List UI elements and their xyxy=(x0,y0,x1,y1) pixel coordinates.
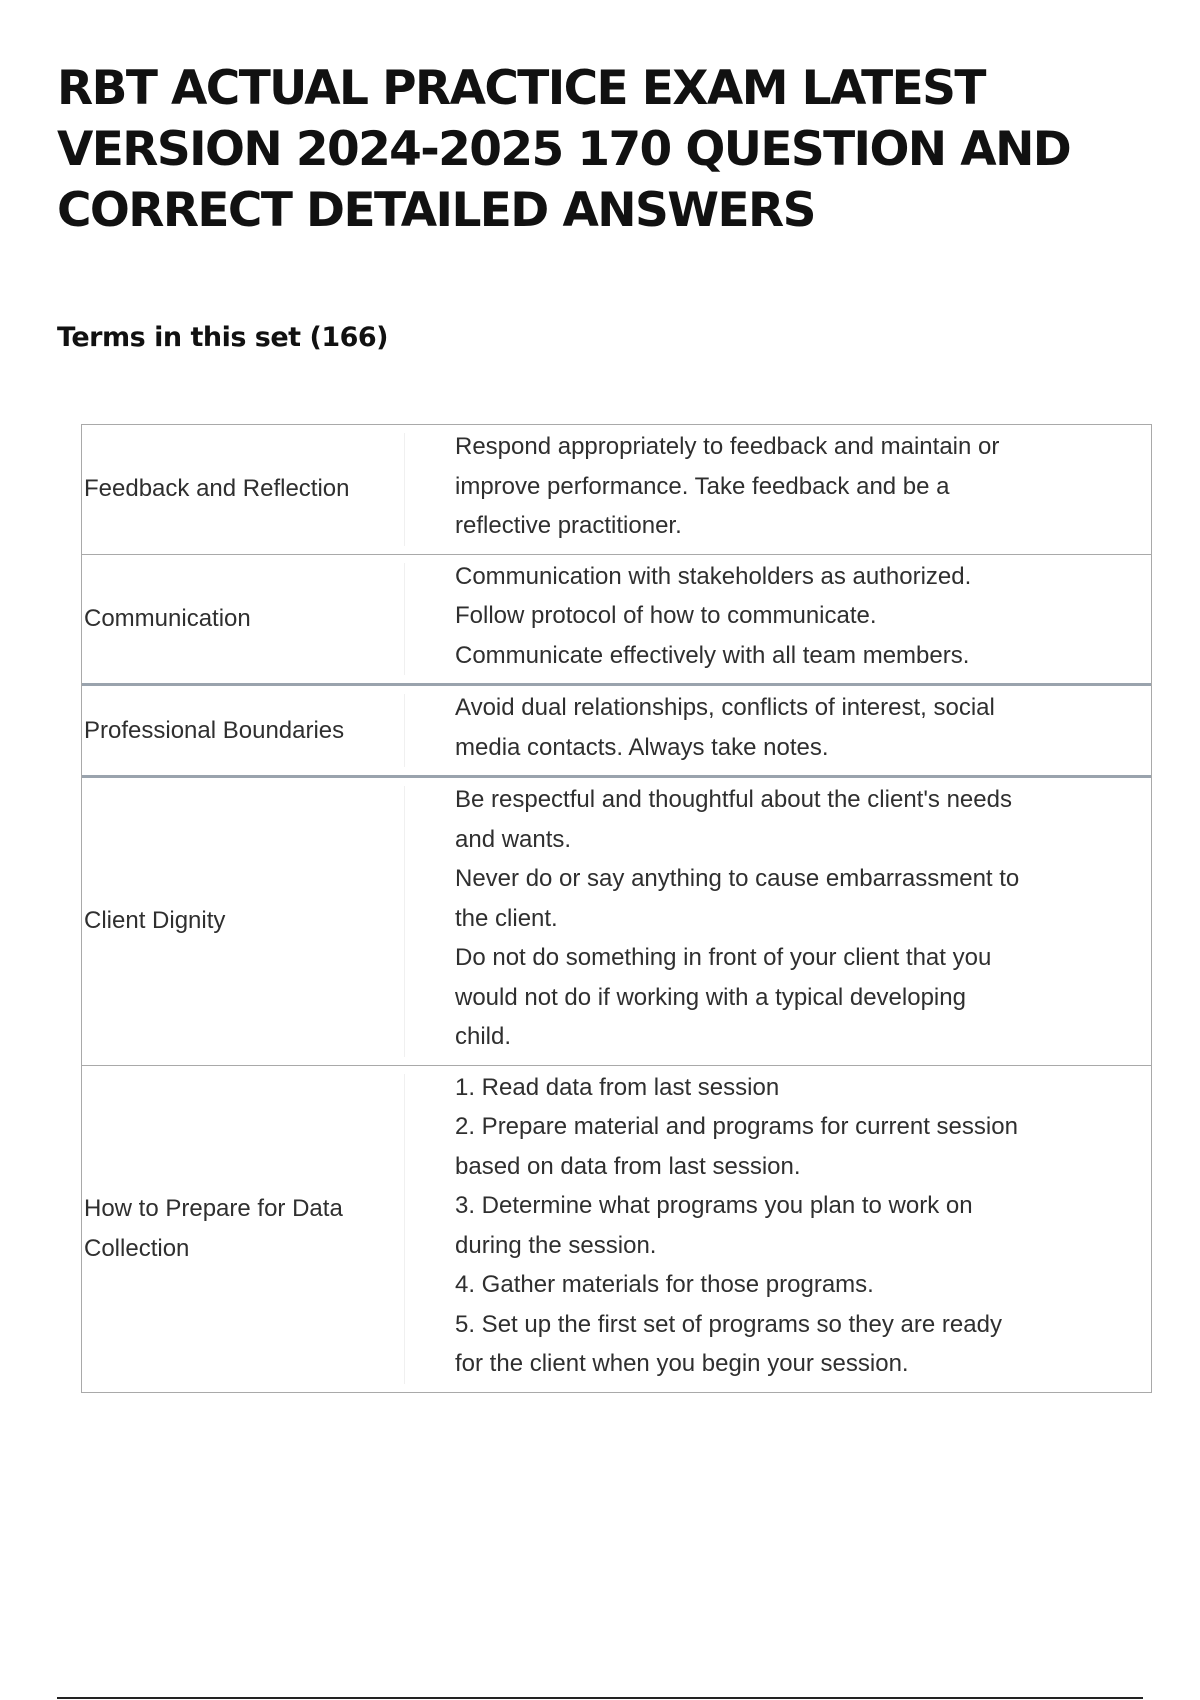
definition-line: Avoid dual relationships, conflicts of interest, social xyxy=(455,694,995,721)
term-definition xyxy=(405,686,1151,775)
definition-line: based on data from last session. xyxy=(455,1152,801,1180)
definition-line: Communicate effectively with all team members. xyxy=(455,641,970,669)
term-label: Communication xyxy=(82,563,405,676)
definition-line: during the session. xyxy=(455,1231,657,1259)
term-definition xyxy=(405,1066,1151,1392)
definition-line: the client. xyxy=(455,904,558,932)
terms-count-heading: Terms in this set (166) xyxy=(57,322,389,353)
definition-line: Never do or say anything to cause embarrassment to xyxy=(455,865,1020,892)
document-title: RBT ACTUAL PRACTICE EXAM LATEST VERSION 2024-2025 170 QUESTION AND CORRECT DETAILED ANSWERS xyxy=(57,61,1071,238)
definition-line: Communication with stakeholders as authorized. xyxy=(455,562,972,590)
definition-line: Be respectful and thoughtful about the client's needs xyxy=(455,786,1012,813)
definition-line: 2. Prepare material and programs for current session xyxy=(455,1113,1018,1140)
term-label: Client Dignity xyxy=(82,786,405,1057)
definition-line: 3. Determine what programs you plan to work on xyxy=(455,1192,973,1219)
definition-line: and wants. xyxy=(455,825,572,853)
definition-line: reflective practitioner. xyxy=(455,512,682,539)
definition-line: for the client when you begin your session. xyxy=(455,1350,909,1377)
term-label: Professional Boundaries xyxy=(82,694,405,767)
term-row xyxy=(82,778,1151,1066)
term-row xyxy=(82,686,1151,778)
page-bottom-divider xyxy=(57,1697,1143,1699)
definition-line: media contacts. Always take notes. xyxy=(455,733,829,761)
term-label: How to Prepare for Data Collection xyxy=(82,1074,405,1384)
term-row xyxy=(82,425,1151,555)
term-row xyxy=(82,555,1151,687)
definition-line: improve performance. Take feedback and be a xyxy=(455,472,950,500)
definition-line: Follow protocol of how to communicate. xyxy=(455,602,877,629)
term-definition xyxy=(405,425,1151,554)
definition-line: 5. Set up the first set of programs so they are ready xyxy=(455,1310,1002,1338)
definition-line: Do not do something in front of your client that you xyxy=(455,944,992,971)
term-definition xyxy=(405,778,1151,1065)
definition-line: child. xyxy=(455,1023,512,1050)
term-definition xyxy=(405,555,1151,684)
term-label: Feedback and Reflection xyxy=(82,433,405,546)
definition-line: 1. Read data from last session xyxy=(455,1073,780,1101)
terms-table xyxy=(81,424,1152,1393)
definition-line: 4. Gather materials for those programs. xyxy=(455,1271,874,1298)
definition-line: Respond appropriately to feedback and maintain or xyxy=(455,433,1000,460)
definition-line: would not do if working with a typical developing xyxy=(455,983,966,1011)
term-row xyxy=(82,1066,1151,1392)
